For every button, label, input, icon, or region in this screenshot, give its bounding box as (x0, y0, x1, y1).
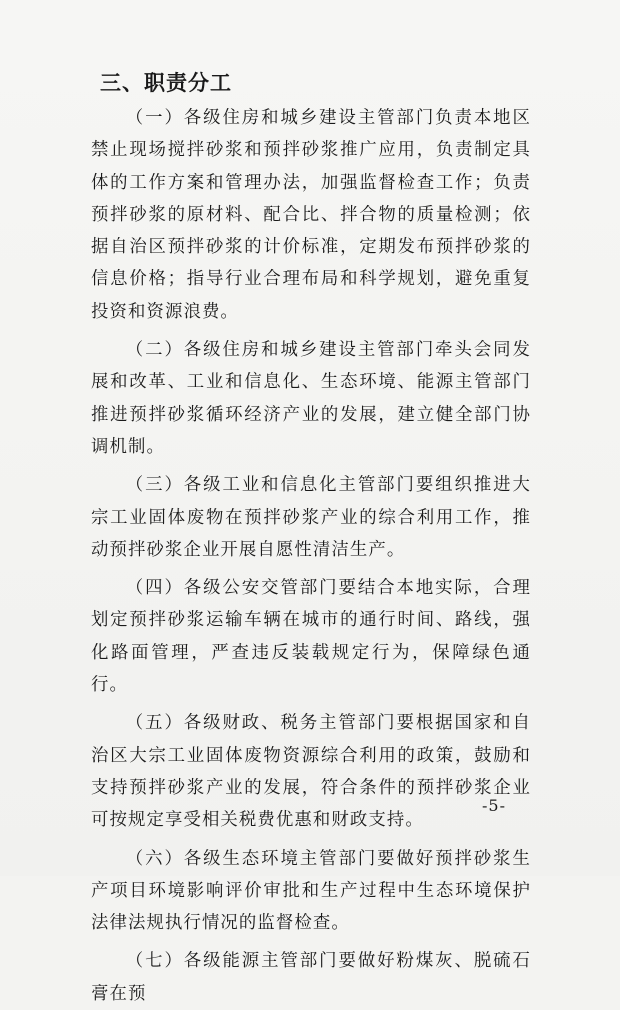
paragraph-4: （四）各级公安交管部门要结合本地实际，合理划定预拌砂浆运输车辆在城市的通行时间、路线，强化路面管理，严查违反装载规定行为，保障绿色通行。 (91, 578, 531, 696)
paragraph-2: （二）各级住房和城乡建设主管部门牵头会同发展和改革、工业和信息化、生态环境、能源主管部门推进预拌砂浆循环经济产业的发展，建立健全部门协调机制。 (91, 340, 531, 457)
paragraph-7: （七）各级能源主管部门要做好粉煤灰、脱硫石膏在预 (91, 951, 531, 1004)
paragraph-5: （五）各级财政、税务主管部门要根据国家和自治区大宗工业固体废物资源综合利用的政策，鼓励和支持预拌砂浆产业的发展，符合条件的预拌砂浆企业可按规定享受相关税费优惠和财政支持。 (91, 713, 531, 831)
section-heading: 三、职责分工 (100, 71, 232, 95)
page-number: -5- (482, 796, 506, 815)
paragraph-6: （六）各级生态环境主管部门要做好预拌砂浆生产项目环境影响评价审批和生产过程中生态环境保护法律法规执行情况的监督检查。 (91, 848, 531, 934)
body-text (91, 102, 531, 1010)
paragraph-1: （一）各级住房和城乡建设主管部门负责本地区禁止现场搅拌砂浆和预拌砂浆推广应用，负责制定具体的工作方案和管理办法，加强监督检查工作；负责预拌砂浆的原材料、配合比、拌合物的质量检测；依据自治区预拌砂浆的计价标准，定期发布预拌砂浆的信息价格；指导行业合理布局和科学规划，避免重复投资和资源浪费。 (91, 108, 531, 322)
paragraph-3: （三）各级工业和信息化主管部门要组织推进大宗工业固体废物在预拌砂浆产业的综合利用工作，推动预拌砂浆企业开展自愿性清洁生产。 (91, 475, 531, 560)
